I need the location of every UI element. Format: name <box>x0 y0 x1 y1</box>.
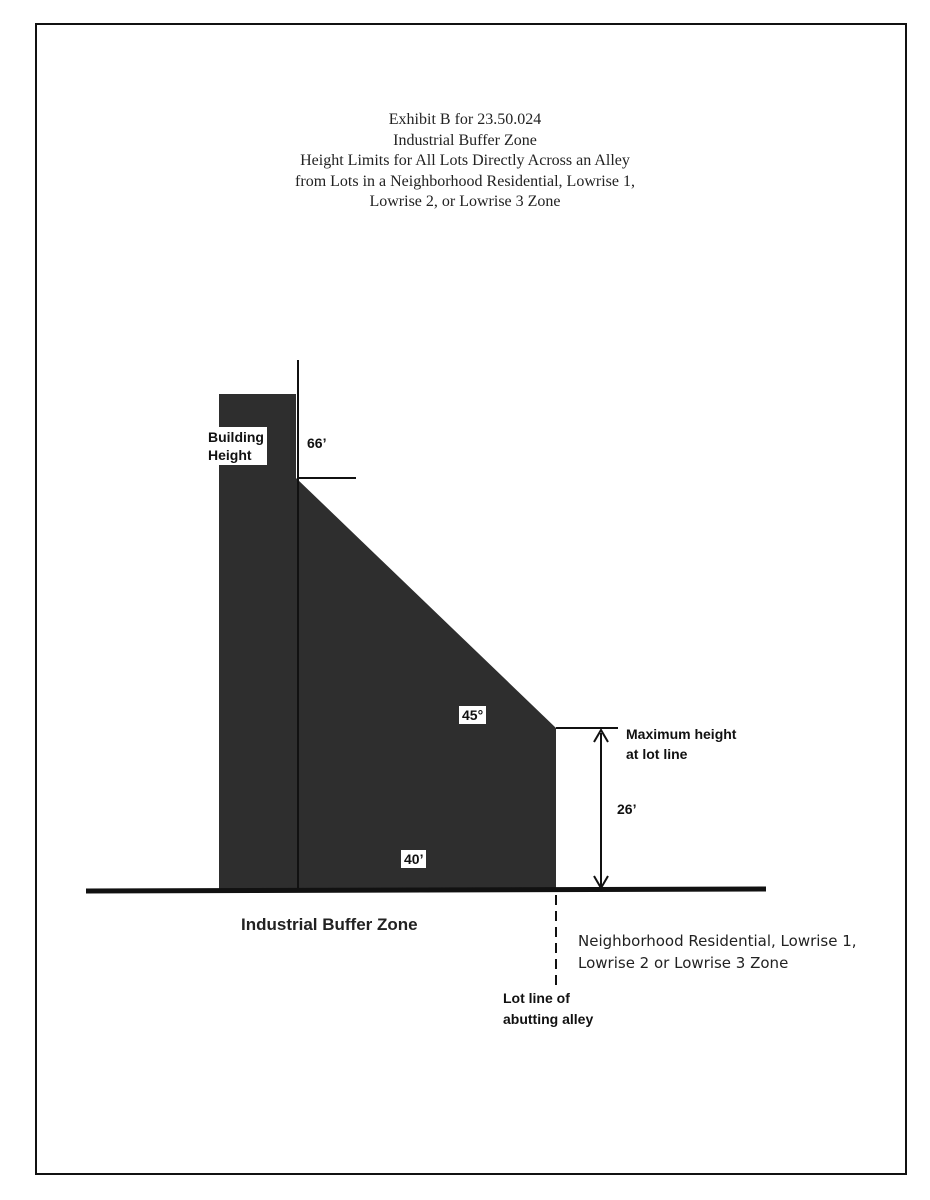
max-height-label <box>626 724 736 764</box>
width-40-label: 40’ <box>401 850 426 868</box>
max-height-line-2: at lot line <box>626 746 688 762</box>
title-line-1: Exhibit B for 23.50.024 <box>388 111 542 128</box>
lot-line-line-1: Lot line of <box>503 990 570 1006</box>
height-26-label: 26’ <box>617 801 637 817</box>
height-66-label: 66’ <box>307 435 327 451</box>
title-line-4: from Lots in a Neighborhood Residential, Lowrise 1, <box>295 172 635 190</box>
residential-zone-label: Neighborhood Residential, Lowrise 1, Lowrise 2 or Lowrise 3 Zone <box>578 932 857 972</box>
building-envelope <box>219 394 556 890</box>
max-height-line-1: Maximum height <box>626 726 737 742</box>
building-height-line-1: Building <box>208 429 264 445</box>
title-line-2: Industrial Buffer Zone <box>393 131 537 149</box>
title-line-3: Height Limits for All Lots Directly Across an Alley <box>300 152 630 169</box>
lot-line-label <box>503 988 593 1030</box>
lot-line-line-2: abutting alley <box>503 1011 594 1027</box>
building-height-label <box>205 427 267 465</box>
industrial-zone-label: Industrial Buffer Zone <box>241 915 418 934</box>
angle-45-label: 45° <box>459 706 486 724</box>
building-height-line-2: Height <box>208 447 252 463</box>
ground-line <box>86 889 766 891</box>
title-line-5: Lowrise 2, or Lowrise 3 Zone <box>369 193 561 210</box>
